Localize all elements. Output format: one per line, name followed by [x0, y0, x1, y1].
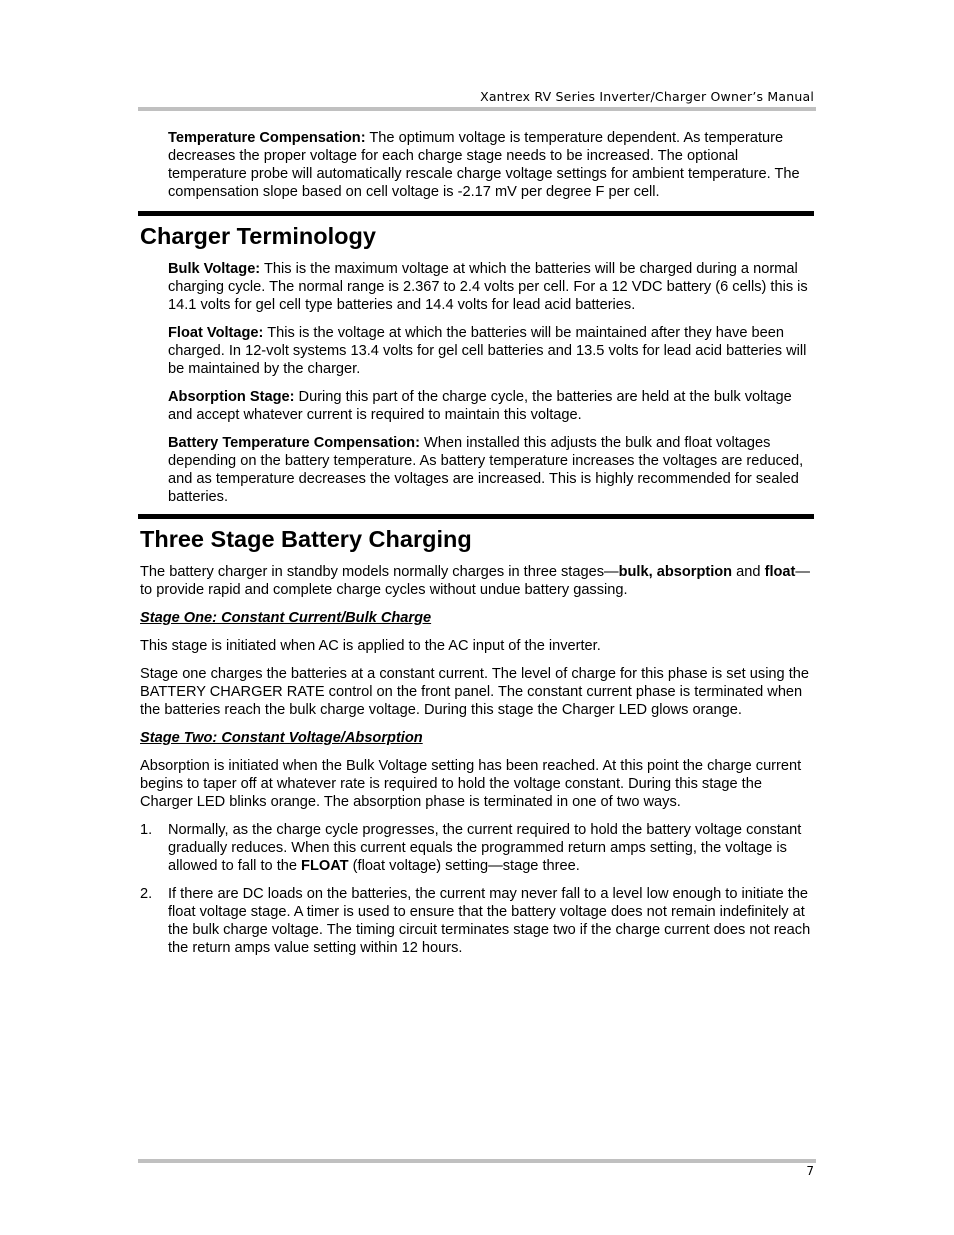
page-content [140, 129, 816, 967]
term-text: During this part of the charge cycle, the batteries are held at the bulk voltage and accept whatever current is required to maintain this voltage. [168, 389, 792, 423]
term-text: When installed this adjusts the bulk and float voltages depending on the battery temperature. As battery temperature increases the voltages are reduced, and as temperature decreases the voltages are increased. This is highly recommended for sealed batteries. [168, 435, 804, 505]
three-stage-intro [140, 563, 816, 599]
term-label: Absorption Stage: [168, 389, 295, 405]
list-text: If there are DC loads on the batteries, the current may never fall to a level low enough to initiate the float voltage stage. A timer is used to ensure that the battery voltage does not remain indefinitely at the bulk charge voltage. The timing circuit terminates stage two if the charge current does not reach the return amps value setting within 12 hours. [168, 886, 811, 956]
running-header: Xantrex RV Series Inverter/Charger Owner’s Manual [480, 89, 814, 104]
intro-bold: bulk, absorption [618, 564, 733, 580]
term-label: Float Voltage: [168, 325, 264, 341]
list-item [140, 821, 816, 875]
term-label: Battery Temperature Compensation: [168, 435, 420, 451]
footer-rule [138, 1159, 816, 1163]
section-rule [138, 514, 814, 519]
header-rule [138, 107, 816, 111]
list-item [140, 885, 816, 957]
term-text: This is the voltage at which the batteries will be maintained after they have been charged. In 12-volt systems 13.4 volts for gel cell batteries and 13.5 volts for lead acid batteries will be maintained by the charger. [168, 325, 807, 377]
intro-text: and [732, 564, 765, 580]
section-heading-three-stage: Three Stage Battery Charging [140, 526, 472, 552]
term-text: The optimum voltage is temperature dependent. As temperature decreases the proper voltage for each charge stage needs to be increased. The optional temperature probe will automatically rescale charge voltage settings for ambient temperature. The compensation slope based on cell voltage is -2.17 mV per degree F per cell. [168, 130, 800, 200]
stage-one-paragraph-1: This stage is initiated when AC is applied to the AC input of the inverter. [140, 638, 601, 654]
float-voltage-paragraph [140, 324, 816, 378]
stage-one-paragraph-2: Stage one charges the batteries at a constant current. The level of charge for this phase is set using the BATTERY CHARGER RATE control on the front panel. The constant current phase is terminated when the batteries reach the bulk charge voltage. During this stage the Charger LED glows orange. [140, 666, 810, 718]
list-bold: FLOAT [301, 858, 349, 874]
term-label: Temperature Compensation: [168, 130, 366, 146]
list-text: (float voltage) setting—stage three. [348, 858, 580, 874]
page-number: 7 [806, 1164, 814, 1178]
stage-two-paragraph-1: Absorption is initiated when the Bulk Voltage setting has been reached. At this point the charge current begins to taper off at whatever rate is required to hold the voltage constant. During this stage the Charger LED blinks orange. The absorption phase is terminated in one of two ways. [140, 758, 802, 810]
list-number: 1. [140, 822, 153, 838]
section-heading-charger-terminology: Charger Terminology [140, 223, 376, 249]
absorption-stage-paragraph [140, 388, 816, 424]
term-text: This is the maximum voltage at which the batteries will be charged during a normal charging cycle. The normal range is 2.367 to 2.4 volts per cell. For a 12 VDC battery (6 cells) this is 14.1 volts for gel cell type batteries and 14.4 volts for lead acid batteries. [168, 261, 808, 313]
intro-text: The battery charger in standby models normally charges in three stages— [140, 564, 619, 580]
intro-text: —to provide rapid and complete charge cycles without undue battery gassing. [140, 564, 810, 598]
battery-temperature-compensation-paragraph [140, 434, 816, 506]
intro-bold: float [764, 564, 796, 580]
temperature-compensation-paragraph [140, 129, 816, 201]
term-label: Bulk Voltage: [168, 261, 261, 277]
list-text: Normally, as the charge cycle progresses, the current required to hold the battery voltage constant gradually reduces. When this current equals the programmed return amps setting, the voltage is allowed to fall to the [168, 822, 802, 874]
bulk-voltage-paragraph [140, 260, 816, 314]
section-rule [138, 211, 814, 216]
stage-two-heading: Stage Two: Constant Voltage/Absorption [140, 730, 423, 746]
list-number: 2. [140, 886, 153, 902]
stage-one-heading: Stage One: Constant Current/Bulk Charge [140, 610, 432, 626]
